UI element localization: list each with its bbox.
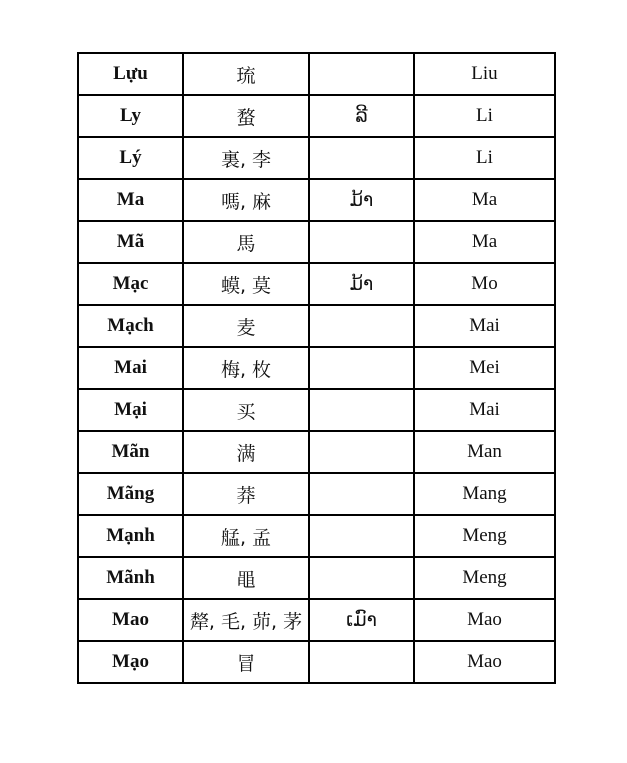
pinyin-cell: Ma [414, 221, 555, 263]
han-character-cell: 蝥 [183, 95, 309, 137]
pinyin-cell: Mei [414, 347, 555, 389]
lao-script-cell [309, 305, 414, 347]
vietnamese-name-cell: Mã [78, 221, 183, 263]
table-row [78, 557, 555, 599]
lao-script-cell: ລີ [309, 95, 414, 137]
vietnamese-name-cell: Mạo [78, 641, 183, 683]
pinyin-cell: Li [414, 137, 555, 179]
table-row [78, 431, 555, 473]
pinyin-cell: Liu [414, 53, 555, 95]
vietnamese-name-cell: Mãnh [78, 557, 183, 599]
table-row [78, 263, 555, 305]
han-character-cell: 琉 [183, 53, 309, 95]
han-character-cell: 麦 [183, 305, 309, 347]
table-row [78, 53, 555, 95]
vietnamese-name-cell: Mãng [78, 473, 183, 515]
name-correspondence-table [77, 52, 556, 684]
vietnamese-name-cell: Mạc [78, 263, 183, 305]
lao-script-cell: ມ້າ [309, 263, 414, 305]
table-row [78, 221, 555, 263]
lao-script-cell: ເມົາ [309, 599, 414, 641]
pinyin-cell: Li [414, 95, 555, 137]
pinyin-cell: Mao [414, 641, 555, 683]
table-row [78, 515, 555, 557]
han-character-cell: 莽 [183, 473, 309, 515]
table-row [78, 179, 555, 221]
vietnamese-name-cell: Mai [78, 347, 183, 389]
table-row [78, 641, 555, 683]
table-row [78, 95, 555, 137]
han-character-cell: 黽 [183, 557, 309, 599]
han-character-cell: 裏, 李 [183, 137, 309, 179]
vietnamese-name-cell: Mại [78, 389, 183, 431]
pinyin-cell: Man [414, 431, 555, 473]
table-row [78, 389, 555, 431]
han-character-cell: 梅, 枚 [183, 347, 309, 389]
lao-script-cell [309, 641, 414, 683]
pinyin-cell: Meng [414, 557, 555, 599]
han-character-cell: 艋, 孟 [183, 515, 309, 557]
lao-script-cell [309, 347, 414, 389]
pinyin-cell: Meng [414, 515, 555, 557]
vietnamese-name-cell: Lý [78, 137, 183, 179]
vietnamese-name-cell: Mãn [78, 431, 183, 473]
han-character-cell: 满 [183, 431, 309, 473]
han-character-cell: 买 [183, 389, 309, 431]
han-character-cell: 冒 [183, 641, 309, 683]
lao-script-cell [309, 473, 414, 515]
pinyin-cell: Mao [414, 599, 555, 641]
table-row [78, 137, 555, 179]
lao-script-cell [309, 221, 414, 263]
table-row [78, 473, 555, 515]
pinyin-cell: Mo [414, 263, 555, 305]
table-body [78, 53, 555, 683]
han-character-cell: 蟆, 莫 [183, 263, 309, 305]
pinyin-cell: Mai [414, 389, 555, 431]
han-character-cell: 馬 [183, 221, 309, 263]
han-character-cell: 犛, 毛, 茆, 茅 [183, 599, 309, 641]
table-row [78, 305, 555, 347]
table-row [78, 599, 555, 641]
han-character-cell: 嗎, 麻 [183, 179, 309, 221]
vietnamese-name-cell: Mao [78, 599, 183, 641]
lao-script-cell [309, 431, 414, 473]
lao-script-cell [309, 53, 414, 95]
lao-script-cell: ມ້າ [309, 179, 414, 221]
lao-script-cell [309, 557, 414, 599]
vietnamese-name-cell: Lựu [78, 53, 183, 95]
vietnamese-name-cell: Ly [78, 95, 183, 137]
pinyin-cell: Mai [414, 305, 555, 347]
vietnamese-name-cell: Mạnh [78, 515, 183, 557]
pinyin-cell: Mang [414, 473, 555, 515]
lao-script-cell [309, 389, 414, 431]
vietnamese-name-cell: Mạch [78, 305, 183, 347]
vietnamese-name-cell: Ma [78, 179, 183, 221]
pinyin-cell: Ma [414, 179, 555, 221]
table-row [78, 347, 555, 389]
lao-script-cell [309, 137, 414, 179]
lao-script-cell [309, 515, 414, 557]
